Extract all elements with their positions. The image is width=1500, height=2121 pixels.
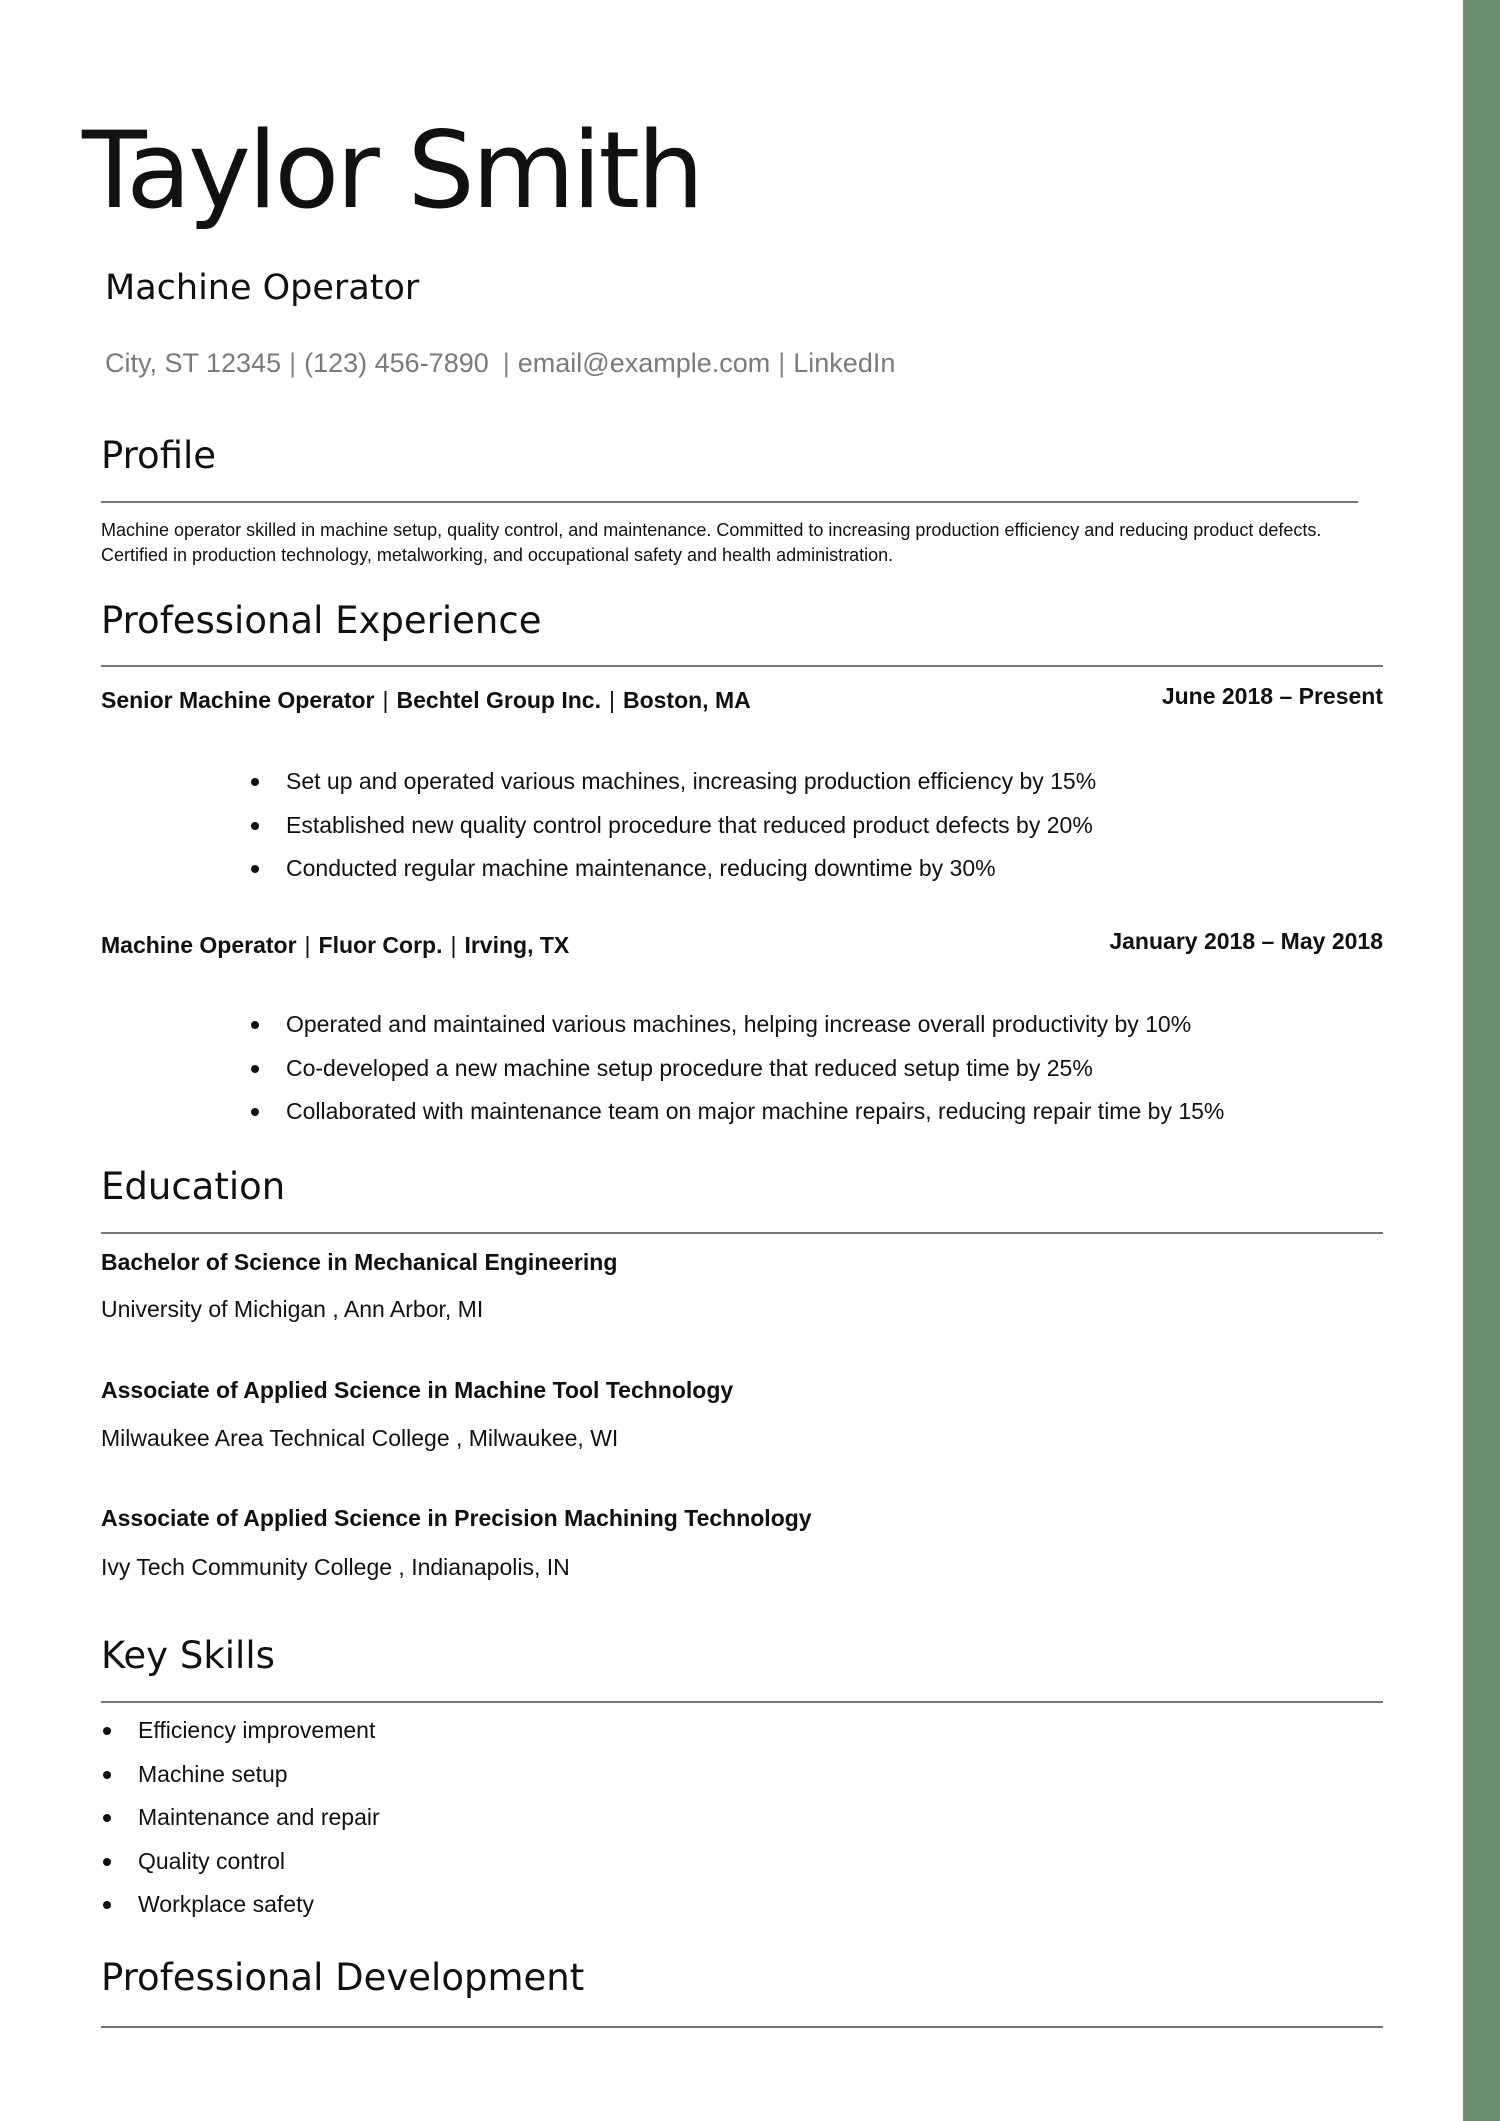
pipe-separator: | (304, 932, 311, 958)
contact-separator: | (289, 348, 297, 378)
job-bullet: Established new quality control procedure that reduced product defects by 20% (236, 809, 1096, 853)
education-school: Milwaukee Area Technical College , Milwaukee, WI (101, 1425, 619, 1451)
education-degree: Associate of Applied Science in Precision Machining Technology (101, 1505, 812, 1531)
education-degree: Bachelor of Science in Mechanical Engineering (101, 1249, 618, 1275)
job-location: Boston, MA (622, 687, 751, 713)
job-company: Bechtel Group Inc. (396, 687, 601, 713)
development-heading: Professional Development (101, 1956, 585, 1999)
job-location: Irving, TX (464, 932, 570, 958)
skills-list (101, 1714, 380, 1932)
pipe-separator: | (450, 932, 457, 958)
skill-item: Efficiency improvement (101, 1714, 380, 1758)
job-title: Senior Machine Operator (101, 687, 375, 713)
job-bullet: Co-developed a new machine setup procedure that reduced setup time by 25% (236, 1052, 1224, 1096)
pipe-separator: | (608, 687, 615, 713)
job-title-line (101, 932, 569, 959)
section-divider (101, 665, 1383, 667)
contact-phone: (123) 456-7890 (304, 348, 489, 378)
contact-separator: | (778, 348, 786, 378)
education-heading: Education (101, 1165, 286, 1208)
job-bullet-list (236, 1008, 1224, 1139)
section-divider (101, 501, 1358, 503)
profile-heading: Profile (101, 434, 217, 477)
section-divider (101, 1701, 1383, 1703)
accent-side-bar (1463, 0, 1500, 2121)
job-title: Machine Operator (101, 932, 297, 958)
pipe-separator: | (382, 687, 389, 713)
skill-item: Machine setup (101, 1758, 380, 1802)
job-bullet: Conducted regular machine maintenance, reducing downtime by 30% (236, 852, 1096, 896)
education-degree: Associate of Applied Science in Machine Tool Technology (101, 1377, 734, 1403)
skills-heading: Key Skills (101, 1634, 275, 1677)
contact-linkedin[interactable]: LinkedIn (793, 348, 896, 378)
contact-location: City, ST 12345 (105, 348, 282, 378)
job-company: Fluor Corp. (318, 932, 443, 958)
job-bullet: Operated and maintained various machines, helping increase overall productivity by 10% (236, 1008, 1224, 1052)
job-bullet: Collaborated with maintenance team on major machine repairs, reducing repair time by 15% (236, 1095, 1224, 1139)
skill-item: Workplace safety (101, 1888, 380, 1932)
job-bullet: Set up and operated various machines, increasing production efficiency by 15% (236, 765, 1096, 809)
profile-summary: Machine operator skilled in machine setup, quality control, and maintenance. Committed to increasing production efficiency and reducing product defects. Certified in production technology, metalworking, and occupational safety and health administration. (101, 520, 1322, 565)
job-bullet-list (236, 765, 1096, 896)
job-title-line (101, 687, 751, 714)
job-dates: June 2018 – Present (1161, 683, 1383, 709)
skill-item: Quality control (101, 1845, 380, 1889)
education-school: Ivy Tech Community College , Indianapolis, IN (101, 1554, 570, 1580)
job-dates: January 2018 – May 2018 (1109, 928, 1383, 954)
education-school: University of Michigan , Ann Arbor, MI (101, 1296, 484, 1322)
skill-item: Maintenance and repair (101, 1801, 380, 1845)
candidate-title: Machine Operator (105, 268, 420, 308)
experience-heading: Professional Experience (101, 599, 542, 642)
contact-email[interactable]: email@example.com (517, 348, 771, 378)
job-header (101, 683, 1383, 717)
section-divider (101, 2026, 1383, 2028)
contact-separator: | (502, 348, 510, 378)
job-header (101, 928, 1383, 962)
section-divider (101, 1232, 1383, 1234)
candidate-name: Taylor Smith (82, 109, 702, 232)
contact-line (105, 348, 895, 379)
